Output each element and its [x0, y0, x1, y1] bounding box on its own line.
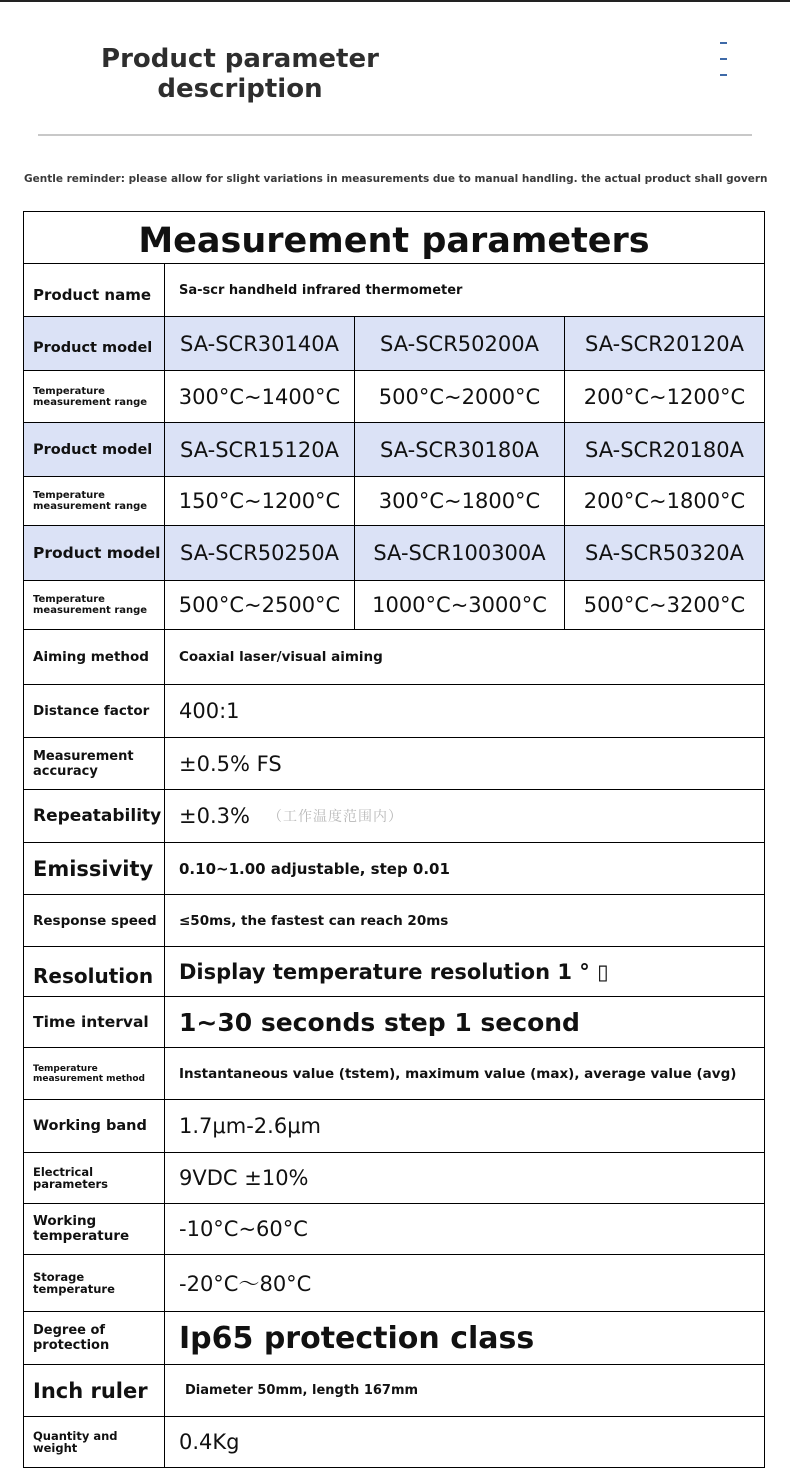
range-cell: 150°C~1200°C [165, 477, 355, 525]
row-label: Temperature measurement range [24, 371, 165, 422]
row-value: 9VDC ±10% [179, 1166, 309, 1190]
row-label: Temperature measurement range [24, 581, 165, 629]
table-row-inch-ruler [24, 1365, 764, 1417]
row-label: Product model [24, 317, 165, 370]
decorative-dashes-icon [720, 42, 728, 90]
reminder-note: Gentle reminder: please allow for slight variations in measurements due to manual handling. the actual product shall govern [24, 173, 768, 185]
row-value: ±0.5% FS [179, 751, 282, 776]
row-value: -10°C~60°C [179, 1217, 308, 1241]
model-cell: SA-SCR100300A [355, 526, 565, 580]
table-row-aiming-method [24, 630, 764, 685]
table-row-repeatability [24, 790, 764, 843]
row-label: Inch ruler [24, 1365, 165, 1416]
model-cell: SA-SCR30140A [165, 317, 355, 370]
table-row-model [24, 526, 764, 581]
row-value: 1.7μm-2.6μm [179, 1114, 322, 1138]
model-cell: SA-SCR50320A [585, 541, 744, 565]
row-label: Aiming method [24, 630, 165, 684]
range-cell: 500°C~2000°C [355, 371, 565, 422]
top-border-line [0, 0, 790, 2]
row-value: Diameter 50mm, length 167mm [185, 1383, 419, 1398]
range-cell: 500°C~2500°C [165, 581, 355, 629]
page-title [60, 44, 420, 104]
row-label: Degree of protection [24, 1312, 165, 1364]
table-row-emissivity [24, 843, 764, 895]
range-cell: 1000°C~3000°C [355, 581, 565, 629]
row-label: Working band [24, 1100, 165, 1152]
table-row-product-name [24, 264, 764, 317]
model-cell: SA-SCR15120A [165, 423, 355, 476]
table-row-resolution [24, 947, 764, 997]
row-value [165, 790, 764, 842]
row-label: Product name [24, 264, 165, 316]
range-cell: 200°C~1200°C [583, 384, 746, 409]
row-label: Response speed [24, 895, 165, 946]
row-value: Display temperature resolution 1 ° ▯ [179, 959, 609, 984]
table-row-degree-of-protection [24, 1312, 764, 1365]
row-label: Temperature measurement method [24, 1048, 165, 1099]
row-value: Coaxial laser/visual aiming [179, 649, 383, 665]
row-label: Temperature measurement range [24, 477, 165, 525]
model-cell: SA-SCR20120A [585, 331, 744, 356]
row-label: Distance factor [24, 685, 165, 737]
table-row-quantity-weight [24, 1417, 764, 1467]
row-label: Quantity and weight [24, 1417, 165, 1467]
row-label: Product model [24, 423, 165, 476]
parameters-table [23, 211, 765, 1468]
table-row-range [24, 371, 764, 423]
range-cell: 300°C~1400°C [165, 371, 355, 422]
model-cell: SA-SCR50200A [355, 317, 565, 370]
table-row-time-interval [24, 997, 764, 1048]
model-cell: SA-SCR50250A [165, 526, 355, 580]
row-value: Sa-scr handheld infrared thermometer [179, 282, 463, 298]
row-label: Measurement accuracy [24, 738, 165, 789]
range-cell: 300°C~1800°C [355, 477, 565, 525]
row-value: 0.4Kg [179, 1430, 240, 1454]
table-row-storage-temperature [24, 1255, 764, 1312]
table-row-range [24, 477, 764, 526]
row-label: Repeatability [24, 790, 165, 842]
page-title-line-1: Product parameter [101, 44, 379, 74]
row-value: 400:1 [179, 699, 240, 723]
table-row-electrical-parameters [24, 1153, 764, 1204]
row-value: Ip65 protection class [179, 1320, 535, 1356]
row-label: Emissivity [24, 843, 165, 894]
table-row-range [24, 581, 764, 630]
row-label: Time interval [24, 997, 165, 1047]
table-row-response-speed [24, 895, 764, 947]
table-row-measurement-method [24, 1048, 764, 1100]
table-row-model [24, 317, 764, 371]
row-value: 0.10~1.00 adjustable, step 0.01 [179, 859, 450, 878]
table-row-working-band [24, 1100, 764, 1153]
model-cell: SA-SCR30180A [355, 423, 565, 476]
table-title: Measurement parameters [24, 212, 764, 264]
range-cell: 200°C~1800°C [583, 489, 746, 513]
row-value: Instantaneous value (tstem), maximum value (max), average value (avg) [179, 1065, 737, 1082]
table-row-working-temperature [24, 1204, 764, 1255]
row-label: Working temperature [24, 1204, 165, 1254]
header-divider [38, 134, 752, 136]
row-label: Product model [24, 526, 165, 580]
table-row-distance-factor [24, 685, 764, 738]
row-value: 1~30 seconds step 1 second [179, 1007, 580, 1037]
model-cell: SA-SCR20180A [585, 437, 744, 462]
table-row-measurement-accuracy [24, 738, 764, 790]
repeatability-note: （工作温度范围内） [267, 809, 403, 825]
row-label: Storage temperature [24, 1255, 165, 1311]
row-label: Electrical parameters [24, 1153, 165, 1203]
repeatability-value: ±0.3% [179, 804, 250, 828]
range-cell: 500°C~3200°C [583, 593, 746, 617]
page-title-line-2: description [157, 74, 323, 104]
table-row-model [24, 423, 764, 477]
row-value: ≤50ms, the fastest can reach 20ms [179, 912, 449, 929]
row-label: Resolution [24, 947, 165, 996]
row-value: -20°C～80°C [179, 1272, 312, 1296]
